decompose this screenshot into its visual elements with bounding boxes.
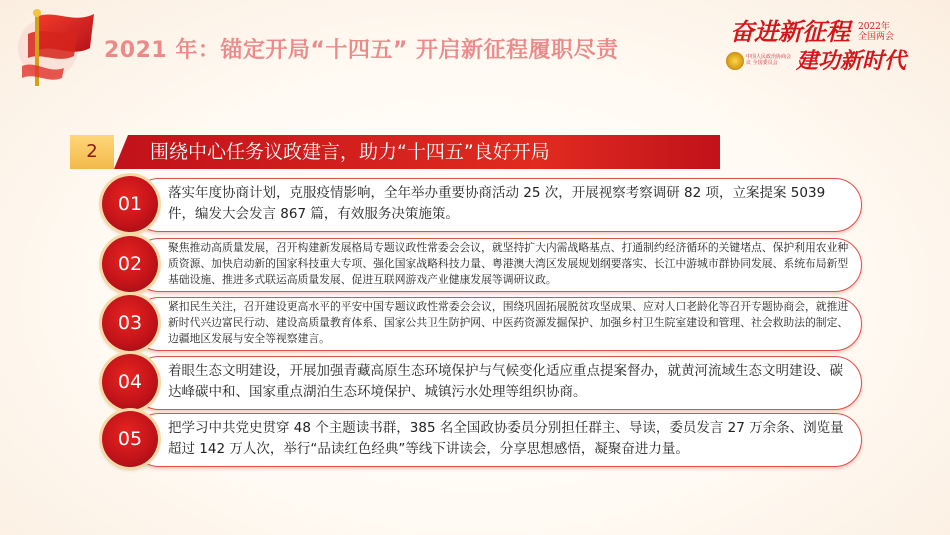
slogan-line1: 奋进新征程 [730, 18, 850, 46]
item-text: 落实年度协商计划，克服疫情影响，全年举办重要协商活动 25 次，开展视察考察调研 82 项，立案提案 5039 件，编发大会发言 867 篇，有效服务决策施策。 [168, 185, 826, 222]
page-title: 2021 年：锚定开局“十四五” 开启新征程履职尽责 [104, 38, 619, 63]
slogan-line2: 建功新时代 [796, 49, 907, 74]
list-item [102, 297, 862, 351]
item-number-badge: 05 [102, 411, 158, 467]
item-number-badge: 02 [102, 236, 158, 292]
section-number: 2 [70, 135, 114, 169]
item-text: 聚焦推动高质量发展，召开构建新发展格局专题议政性常委会会议，就坚持扩大内需战略基点、打通制约经济循环的关键堵点、保护利用农业种质资源、加快启动新的国家科技重大专项、强化国家战略科技力量、粤港澳大湾区发展规划纲要落实、长江中游城市群协同发展、系统布局新型基础设施、推进多式联运高质量发展、促进互联网游戏产业健康发展等调研议政。 [168, 241, 849, 286]
item-text: 着眼生态文明建设，开展加强青藏高原生态环境保护与气候变化适应重点提案督办，就黄河流域生态文明建设、碳达峰碳中和、国家重点湖泊生态环境保护、城镇污水处理等组织协商。 [168, 363, 843, 400]
slogan-logo [716, 8, 916, 80]
red-flag-logo-icon [8, 4, 98, 90]
item-number-badge: 04 [102, 354, 158, 410]
list-item [102, 356, 862, 410]
slogan-small-text: 中国人民政治协商会议 全国委员会 [746, 54, 792, 66]
section-title: 围绕中心任务议政建言，助力“十四五”良好开局 [150, 141, 550, 163]
item-text: 紧扣民生关注，召开建设更高水平的平安中国专题议政性常委会会议，围绕巩固拓展脱贫攻坚成果、应对人口老龄化等召开专题协商会，就推进新时代兴边富民行动、建设高质量教育体系、国家公共卫生防护网、中医药资源发掘保护、加强乡村卫生院室建设和管理、社会救助法的制定、边疆地区发展与安全等视察建言。 [168, 300, 849, 345]
list-item [102, 178, 862, 232]
header [0, 0, 950, 95]
section-header [70, 135, 720, 169]
item-text: 把学习中共党史贯穿 48 个主题读书群，385 名全国政协委员分别担任群主、导读，委员发言 27 万余条、浏览量超过 142 万人次，举行“品读红色经典”等线下讲读会，分享思想感悟，凝聚奋进力量。 [168, 420, 844, 457]
list-item [102, 238, 862, 292]
list-item [102, 413, 862, 467]
emblem-icon [726, 52, 744, 70]
item-number-badge: 01 [102, 176, 158, 232]
slogan-year: 2022年 全国两会 [858, 22, 895, 42]
item-number-badge: 03 [102, 295, 158, 351]
